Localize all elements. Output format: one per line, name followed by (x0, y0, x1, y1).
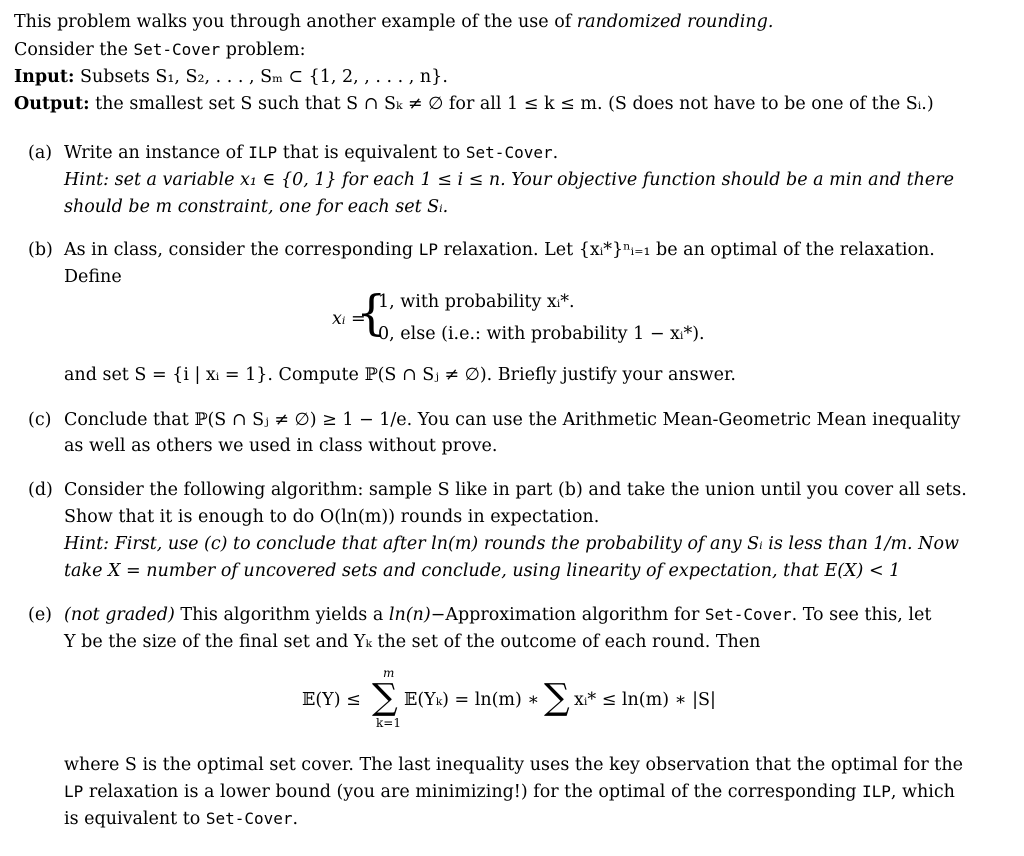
part-d-label: (d) (28, 480, 53, 500)
part-d-hint-2: take X = number of uncovered sets and conclude, using linearity of expectation, that E(X) < 1 (64, 561, 901, 581)
cases-brace: { (356, 285, 387, 341)
intro-line-1: This problem walks you through another example of the use of randomized rounding. (14, 12, 774, 32)
part-b-case-2: 0, else (i.e.: with probability 1 − xᵢ*). (378, 324, 705, 344)
sum-symbol-1: ∑ (372, 677, 398, 718)
part-c-line-2: as well as others we used in class without prove. (64, 436, 498, 456)
eq-sum-top: m (383, 666, 395, 680)
part-c-label: (c) (28, 410, 52, 430)
eq-rhs: xᵢ* ≤ ln(m) ∗ |S| (574, 690, 716, 710)
eq-lhs: 𝔼(Y) ≤ (302, 690, 361, 710)
part-b-label: (b) (28, 240, 53, 260)
eq-sum-bottom: k=1 (376, 716, 401, 730)
part-b-case-1: 1, with probability xᵢ*. (378, 292, 575, 312)
part-a-label: (a) (28, 143, 53, 163)
part-e-line-2: Y be the size of the final set and Yₖ the set of the outcome of each round. Then (64, 632, 761, 652)
intro-line-2: Consider the Set-Cover problem: (14, 40, 306, 60)
eq-mid: 𝔼(Yₖ) = ln(m) ∗ (404, 690, 540, 710)
part-b-line-3: and set S = {i | xᵢ = 1}. Compute ℙ(S ∩ Sⱼ ≠ ∅). Briefly justify your answer. (64, 365, 736, 385)
output-line: Output: the smallest set S such that S ∩ Sₖ ≠ ∅ for all 1 ≤ k ≤ m. (S does not have to be one of the Sᵢ.) (14, 94, 934, 114)
part-e-line-3: where S is the optimal set cover. The last inequality uses the key observation that the optimal for the (64, 755, 963, 775)
part-e-line-5: is equivalent to Set-Cover. (64, 809, 299, 829)
part-d-line-2: Show that it is enough to do O(ln(m)) rounds in expectation. (64, 507, 600, 527)
part-c-line-1: Conclude that ℙ(S ∩ Sⱼ ≠ ∅) ≥ 1 − 1/e. You can use the Arithmetic Mean-Geometric Mean inequality (64, 410, 961, 430)
input-line: Input: Subsets S₁, S₂, . . . , Sₘ ⊂ {1, 2, , . . . , n}. (14, 67, 448, 87)
part-d-line-1: Consider the following algorithm: sample S like in part (b) and take the union until you cover all sets. (64, 480, 967, 500)
sum-symbol-2: ∑ (544, 677, 570, 718)
part-b-line-2: Define (64, 267, 122, 287)
part-e-line-1: (not graded) This algorithm yields a ln(n)−Approximation algorithm for Set-Cover. To see this, let (64, 605, 932, 625)
part-b-lhs: xᵢ = (332, 309, 366, 329)
part-a-hint-1: Hint: set a variable x₁ ∈ {0, 1} for each 1 ≤ i ≤ n. Your objective function should be a min and there (64, 170, 954, 190)
part-b-line-1: As in class, consider the corresponding LP relaxation. Let {xᵢ*}ⁿᵢ₌₁ be an optimal of the relaxation. (64, 240, 935, 260)
part-e-label: (e) (28, 605, 53, 625)
part-e-line-4: LP relaxation is a lower bound (you are minimizing!) for the optimal of the corresponding ILP, which (64, 782, 955, 802)
part-a-line-1: Write an instance of ILP that is equivalent to Set-Cover. (64, 143, 559, 163)
part-d-hint-1: Hint: First, use (c) to conclude that after ln(m) rounds the probability of any Sᵢ is less than 1/m. Now (64, 534, 960, 554)
part-a-hint-2: should be m constraint, one for each set Sᵢ. (64, 197, 449, 217)
